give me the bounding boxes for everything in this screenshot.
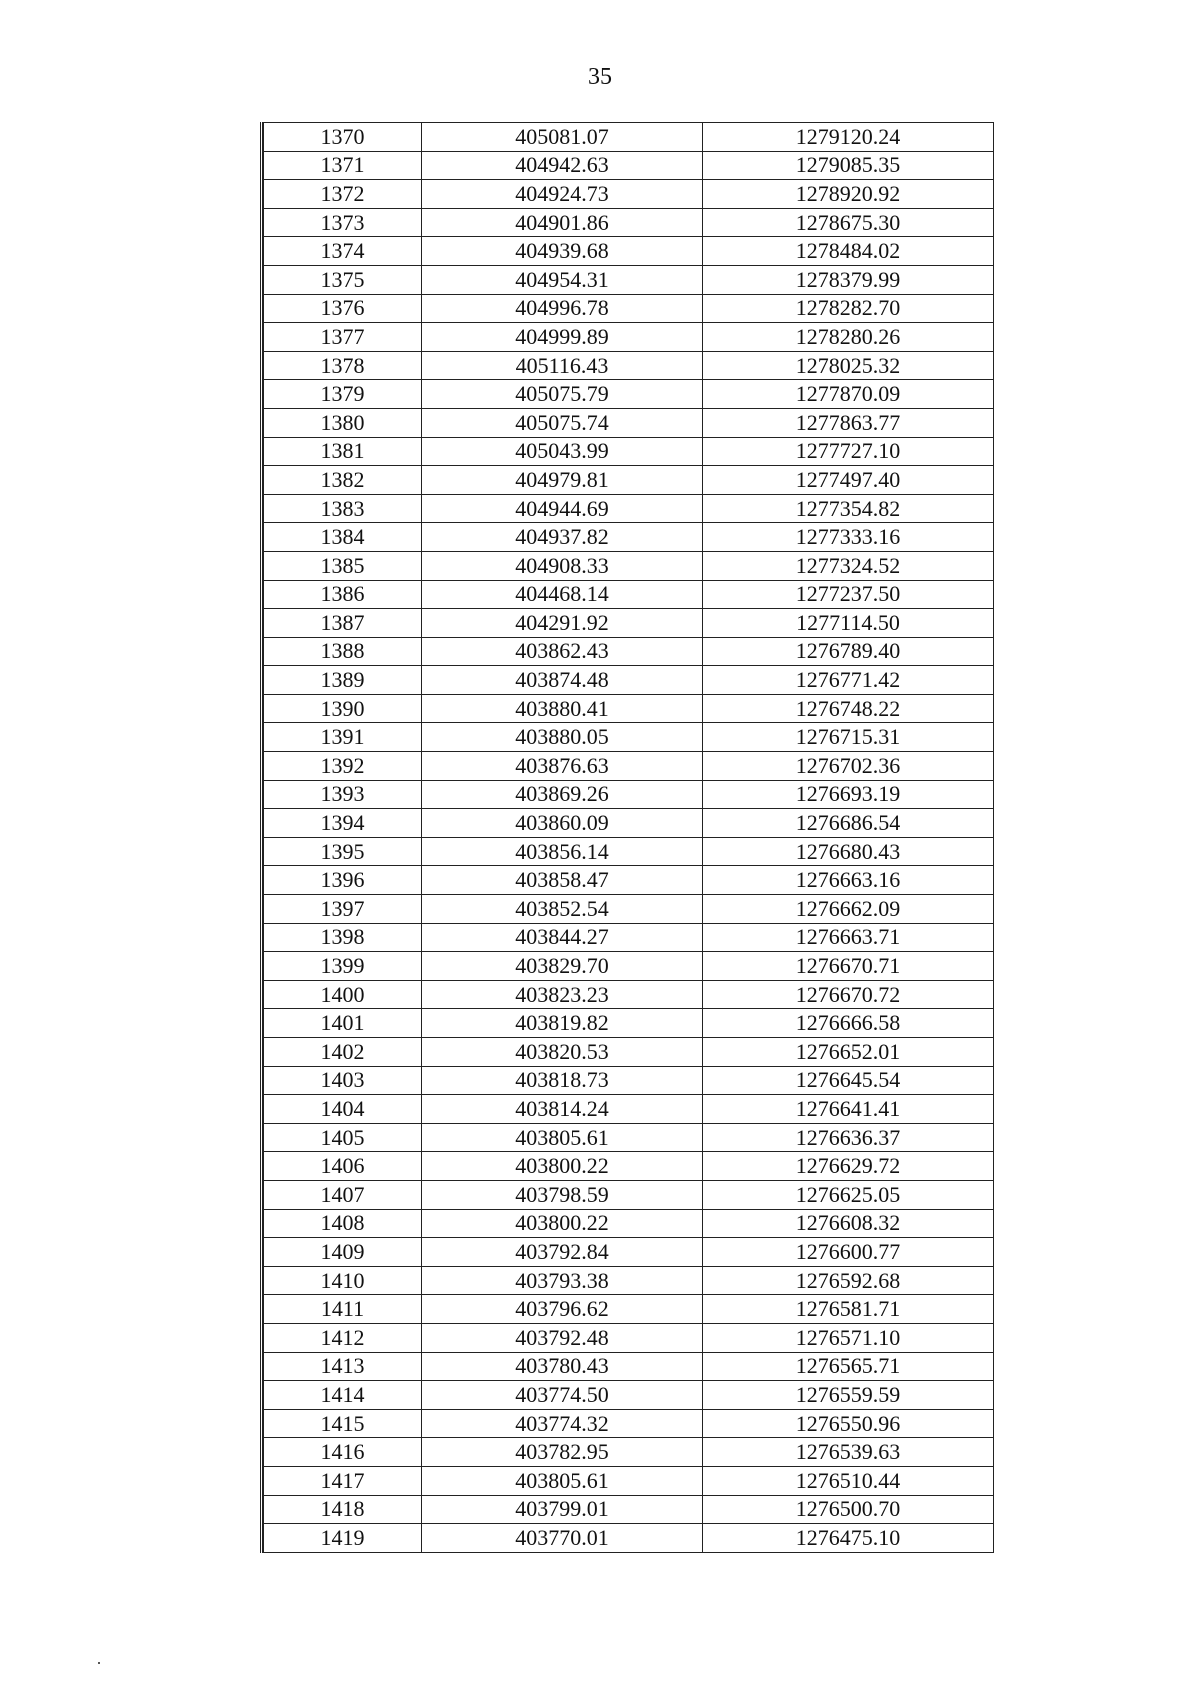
y-coordinate-cell: 1276625.05 [703,1180,994,1209]
x-coordinate-cell: 404901.86 [422,208,703,237]
table-row [264,1095,994,1124]
y-coordinate-cell: 1278675.30 [703,208,994,237]
y-coordinate-cell: 1276748.22 [703,694,994,723]
y-coordinate-cell: 1278280.26 [703,323,994,352]
x-coordinate-cell: 403860.09 [422,809,703,838]
point-number-cell: 1394 [264,809,422,838]
table-row [264,151,994,180]
point-number-cell: 1400 [264,980,422,1009]
x-coordinate-cell: 403800.22 [422,1152,703,1181]
y-coordinate-cell: 1276670.72 [703,980,994,1009]
x-coordinate-cell: 404944.69 [422,494,703,523]
point-number-cell: 1410 [264,1266,422,1295]
x-coordinate-cell: 403774.32 [422,1409,703,1438]
x-coordinate-cell: 403823.23 [422,980,703,1009]
point-number-cell: 1405 [264,1123,422,1152]
y-coordinate-cell: 1276510.44 [703,1466,994,1495]
point-number-cell: 1402 [264,1038,422,1067]
x-coordinate-cell: 403852.54 [422,895,703,924]
x-coordinate-cell: 403829.70 [422,952,703,981]
x-coordinate-cell: 404937.82 [422,523,703,552]
table-row [264,1524,994,1553]
x-coordinate-cell: 405081.07 [422,123,703,152]
point-number-cell: 1388 [264,637,422,666]
table-row [264,351,994,380]
table-row [264,1152,994,1181]
x-coordinate-cell: 403798.59 [422,1180,703,1209]
point-number-cell: 1390 [264,694,422,723]
point-number-cell: 1383 [264,494,422,523]
y-coordinate-cell: 1276670.71 [703,952,994,981]
coordinates-table-container [260,122,995,1553]
y-coordinate-cell: 1278379.99 [703,265,994,294]
x-coordinate-cell: 403880.41 [422,694,703,723]
x-coordinate-cell: 403814.24 [422,1095,703,1124]
x-coordinate-cell: 403862.43 [422,637,703,666]
table-row [264,1466,994,1495]
y-coordinate-cell: 1276652.01 [703,1038,994,1067]
table-row [264,1066,994,1095]
y-coordinate-cell: 1276693.19 [703,780,994,809]
table-row [264,123,994,152]
y-coordinate-cell: 1278282.70 [703,294,994,323]
y-coordinate-cell: 1278920.92 [703,180,994,209]
table-row [264,895,994,924]
y-coordinate-cell: 1276666.58 [703,1009,994,1038]
table-row [264,723,994,752]
point-number-cell: 1378 [264,351,422,380]
x-coordinate-cell: 403818.73 [422,1066,703,1095]
x-coordinate-cell: 404979.81 [422,466,703,495]
point-number-cell: 1395 [264,837,422,866]
table-row [264,466,994,495]
y-coordinate-cell: 1276592.68 [703,1266,994,1295]
y-coordinate-cell: 1276715.31 [703,723,994,752]
y-coordinate-cell: 1276571.10 [703,1323,994,1352]
y-coordinate-cell: 1279120.24 [703,123,994,152]
y-coordinate-cell: 1277114.50 [703,609,994,638]
y-coordinate-cell: 1277497.40 [703,466,994,495]
x-coordinate-cell: 405043.99 [422,437,703,466]
y-coordinate-cell: 1277727.10 [703,437,994,466]
x-coordinate-cell: 403774.50 [422,1381,703,1410]
table-row [264,1438,994,1467]
x-coordinate-cell: 403796.62 [422,1295,703,1324]
x-coordinate-cell: 405116.43 [422,351,703,380]
point-number-cell: 1411 [264,1295,422,1324]
table-row [264,694,994,723]
point-number-cell: 1407 [264,1180,422,1209]
x-coordinate-cell: 403782.95 [422,1438,703,1467]
table-row [264,1180,994,1209]
y-coordinate-cell: 1276539.63 [703,1438,994,1467]
x-coordinate-cell: 404996.78 [422,294,703,323]
y-coordinate-cell: 1276608.32 [703,1209,994,1238]
x-coordinate-cell: 404291.92 [422,609,703,638]
scan-speck [98,1662,100,1664]
y-coordinate-cell: 1278025.32 [703,351,994,380]
point-number-cell: 1416 [264,1438,422,1467]
point-number-cell: 1373 [264,208,422,237]
point-number-cell: 1376 [264,294,422,323]
point-number-cell: 1389 [264,666,422,695]
x-coordinate-cell: 405075.79 [422,380,703,409]
y-coordinate-cell: 1276500.70 [703,1495,994,1524]
point-number-cell: 1406 [264,1152,422,1181]
table-row [264,837,994,866]
y-coordinate-cell: 1277354.82 [703,494,994,523]
table-row [264,980,994,1009]
y-coordinate-cell: 1276663.71 [703,923,994,952]
table-row [264,551,994,580]
table-row [264,180,994,209]
table-row [264,523,994,552]
y-coordinate-cell: 1276645.54 [703,1066,994,1095]
table-row [264,1352,994,1381]
table-row [264,866,994,895]
point-number-cell: 1414 [264,1381,422,1410]
x-coordinate-cell: 403876.63 [422,752,703,781]
x-coordinate-cell: 403844.27 [422,923,703,952]
x-coordinate-cell: 404924.73 [422,180,703,209]
point-number-cell: 1385 [264,551,422,580]
y-coordinate-cell: 1276702.36 [703,752,994,781]
y-coordinate-cell: 1277863.77 [703,408,994,437]
x-coordinate-cell: 403819.82 [422,1009,703,1038]
x-coordinate-cell: 403793.38 [422,1266,703,1295]
y-coordinate-cell: 1276559.59 [703,1381,994,1410]
table-row [264,323,994,352]
x-coordinate-cell: 403792.48 [422,1323,703,1352]
table-row [264,208,994,237]
point-number-cell: 1392 [264,752,422,781]
x-coordinate-cell: 403805.61 [422,1123,703,1152]
point-number-cell: 1386 [264,580,422,609]
x-coordinate-cell: 404942.63 [422,151,703,180]
table-row [264,1009,994,1038]
x-coordinate-cell: 403880.05 [422,723,703,752]
table-row [264,237,994,266]
y-coordinate-cell: 1276686.54 [703,809,994,838]
table-row [264,1323,994,1352]
y-coordinate-cell: 1276680.43 [703,837,994,866]
y-coordinate-cell: 1276636.37 [703,1123,994,1152]
point-number-cell: 1413 [264,1352,422,1381]
x-coordinate-cell: 403800.22 [422,1209,703,1238]
y-coordinate-cell: 1278484.02 [703,237,994,266]
y-coordinate-cell: 1277870.09 [703,380,994,409]
table-row [264,780,994,809]
table-row [264,1123,994,1152]
y-coordinate-cell: 1276663.16 [703,866,994,895]
point-number-cell: 1408 [264,1209,422,1238]
point-number-cell: 1382 [264,466,422,495]
x-coordinate-cell: 403820.53 [422,1038,703,1067]
point-number-cell: 1384 [264,523,422,552]
table-row [264,809,994,838]
point-number-cell: 1391 [264,723,422,752]
point-number-cell: 1418 [264,1495,422,1524]
table-row [264,752,994,781]
x-coordinate-cell: 403856.14 [422,837,703,866]
y-coordinate-cell: 1276629.72 [703,1152,994,1181]
y-coordinate-cell: 1276641.41 [703,1095,994,1124]
y-coordinate-cell: 1276565.71 [703,1352,994,1381]
y-coordinate-cell: 1276662.09 [703,895,994,924]
point-number-cell: 1387 [264,609,422,638]
point-number-cell: 1393 [264,780,422,809]
point-number-cell: 1375 [264,265,422,294]
y-coordinate-cell: 1276789.40 [703,637,994,666]
coordinates-table [263,122,994,1553]
point-number-cell: 1399 [264,952,422,981]
table-row [264,609,994,638]
table-row [264,1238,994,1267]
table-row [264,637,994,666]
y-coordinate-cell: 1277324.52 [703,551,994,580]
y-coordinate-cell: 1276600.77 [703,1238,994,1267]
table-row [264,437,994,466]
point-number-cell: 1370 [264,123,422,152]
table-row [264,923,994,952]
point-number-cell: 1377 [264,323,422,352]
table-row [264,666,994,695]
point-number-cell: 1419 [264,1524,422,1553]
point-number-cell: 1401 [264,1009,422,1038]
table-row [264,294,994,323]
x-coordinate-cell: 403869.26 [422,780,703,809]
point-number-cell: 1417 [264,1466,422,1495]
table-row [264,952,994,981]
x-coordinate-cell: 404999.89 [422,323,703,352]
x-coordinate-cell: 403770.01 [422,1524,703,1553]
point-number-cell: 1403 [264,1066,422,1095]
x-coordinate-cell: 403792.84 [422,1238,703,1267]
x-coordinate-cell: 403858.47 [422,866,703,895]
point-number-cell: 1371 [264,151,422,180]
table-row [264,494,994,523]
x-coordinate-cell: 404954.31 [422,265,703,294]
point-number-cell: 1398 [264,923,422,952]
point-number-cell: 1374 [264,237,422,266]
point-number-cell: 1380 [264,408,422,437]
y-coordinate-cell: 1276771.42 [703,666,994,695]
x-coordinate-cell: 403874.48 [422,666,703,695]
x-coordinate-cell: 403799.01 [422,1495,703,1524]
x-coordinate-cell: 404908.33 [422,551,703,580]
table-row [264,265,994,294]
x-coordinate-cell: 405075.74 [422,408,703,437]
table-row [264,1409,994,1438]
point-number-cell: 1396 [264,866,422,895]
table-row [264,1495,994,1524]
point-number-cell: 1397 [264,895,422,924]
table-row [264,1038,994,1067]
point-number-cell: 1404 [264,1095,422,1124]
table-row [264,1266,994,1295]
point-number-cell: 1372 [264,180,422,209]
table-row [264,1209,994,1238]
y-coordinate-cell: 1279085.35 [703,151,994,180]
table-row [264,1295,994,1324]
y-coordinate-cell: 1277237.50 [703,580,994,609]
y-coordinate-cell: 1277333.16 [703,523,994,552]
table-row [264,580,994,609]
x-coordinate-cell: 403780.43 [422,1352,703,1381]
x-coordinate-cell: 403805.61 [422,1466,703,1495]
y-coordinate-cell: 1276581.71 [703,1295,994,1324]
point-number-cell: 1409 [264,1238,422,1267]
point-number-cell: 1415 [264,1409,422,1438]
table-row [264,1381,994,1410]
x-coordinate-cell: 404468.14 [422,580,703,609]
point-number-cell: 1381 [264,437,422,466]
coordinates-table-body [264,123,994,1553]
y-coordinate-cell: 1276550.96 [703,1409,994,1438]
point-number-cell: 1379 [264,380,422,409]
table-row [264,408,994,437]
x-coordinate-cell: 404939.68 [422,237,703,266]
point-number-cell: 1412 [264,1323,422,1352]
table-row [264,380,994,409]
page-number: 35 [588,64,612,90]
y-coordinate-cell: 1276475.10 [703,1524,994,1553]
